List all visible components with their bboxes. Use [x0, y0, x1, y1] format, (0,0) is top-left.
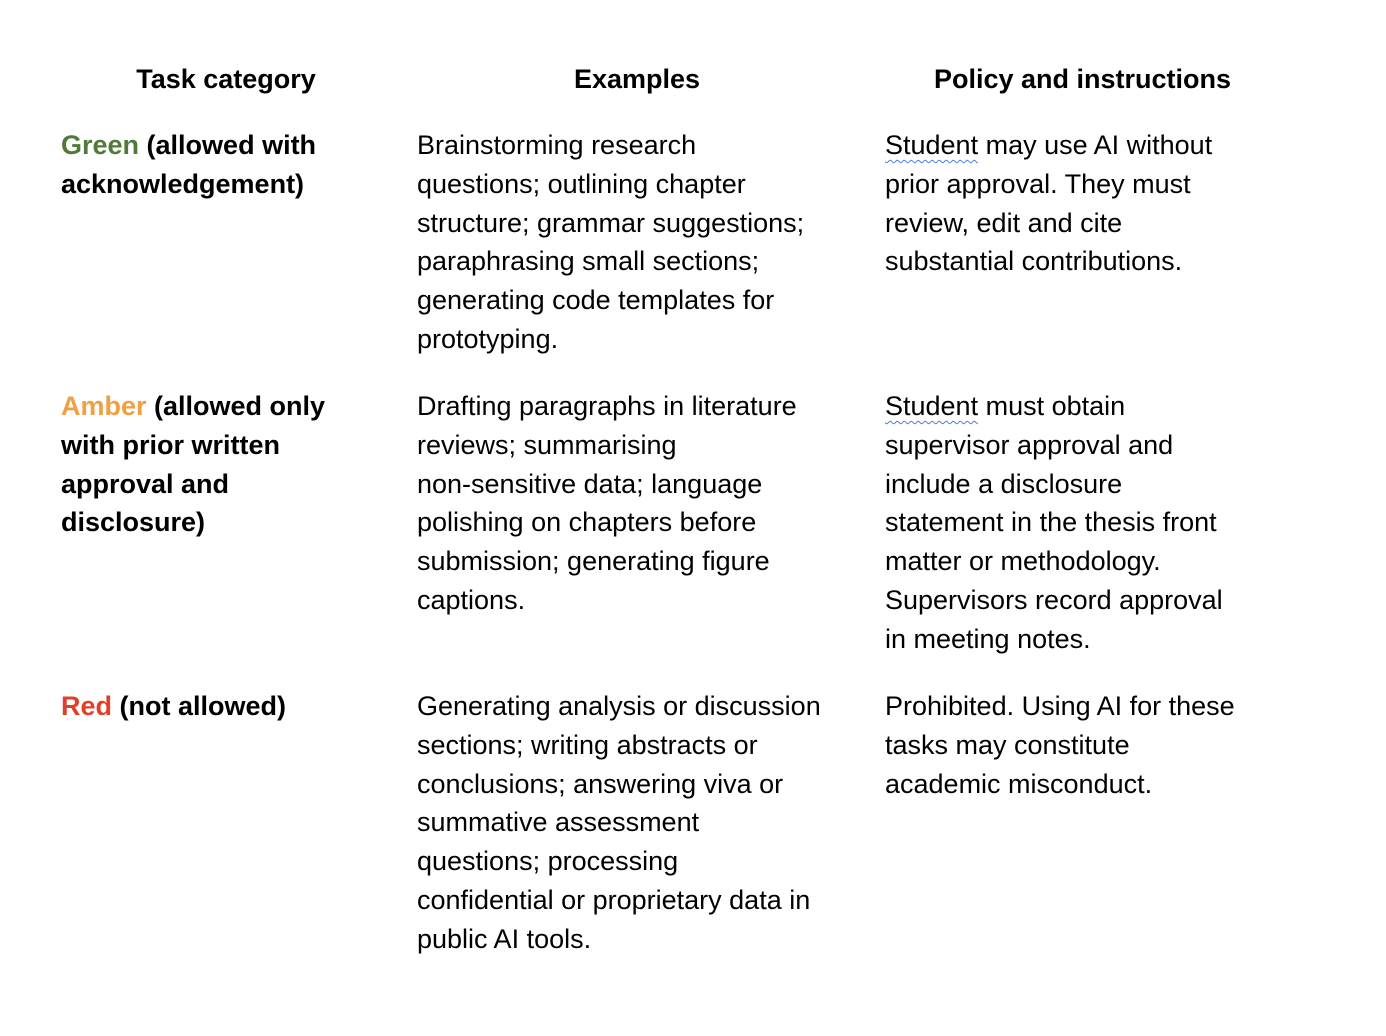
examples-line: Drafting paragraphs in literature: [417, 391, 797, 421]
policy-cell-amber: [885, 387, 1285, 659]
examples-line: conclusions; answering viva or: [417, 768, 784, 799]
category-name-amber: Amber: [61, 391, 147, 421]
examples-line: non-sensitive data; language: [417, 468, 763, 499]
examples-line: sections; writing abstracts or: [417, 729, 758, 760]
policy-line: in meeting notes.: [885, 623, 1091, 654]
policy-line: matter or methodology.: [885, 546, 1161, 577]
policy-line: prior approval. They must: [885, 168, 1191, 199]
category-qualifier-line: disclosure): [61, 507, 206, 538]
table-header-row: [0, 0, 1386, 120]
table-row-red: [0, 687, 1386, 987]
examples-line: Brainstorming research: [417, 130, 697, 160]
policy-line: must obtain: [978, 391, 1126, 421]
examples-line: submission; generating figure: [417, 546, 770, 577]
policy-line: review, edit and cite: [885, 207, 1123, 238]
examples-line: structure; grammar suggestions;: [417, 207, 805, 238]
category-qualifier-line: with prior written: [61, 429, 280, 460]
examples-line: captions.: [417, 584, 526, 615]
category-cell-amber: [61, 387, 391, 542]
policy-line: substantial contributions.: [885, 246, 1183, 277]
examples-line: generating code templates for: [417, 285, 775, 316]
category-qualifier-line: (not allowed): [112, 691, 286, 721]
table-row-amber: [0, 387, 1386, 677]
policy-line: include a disclosure: [885, 468, 1123, 499]
examples-cell-green: [417, 126, 867, 359]
policy-line: Prohibited. Using AI for these: [885, 691, 1235, 721]
examples-line: public AI tools.: [417, 923, 592, 954]
category-qualifier-line: (allowed only: [146, 391, 326, 421]
policy-line: statement in the thesis front: [885, 507, 1217, 538]
category-cell-red: [61, 687, 391, 726]
policy-line: supervisor approval and: [885, 429, 1174, 460]
examples-line: confidential or proprietary data in: [417, 884, 811, 915]
category-name-red: Red: [61, 691, 113, 721]
examples-line: questions; processing: [417, 846, 679, 877]
examples-line: Generating analysis or discussion: [417, 691, 821, 721]
table-row-green: [0, 126, 1386, 376]
spellcheck-word[interactable]: Student: [885, 391, 979, 421]
examples-line: paraphrasing small sections;: [417, 246, 760, 277]
header-examples: Examples: [573, 64, 701, 94]
examples-line: polishing on chapters before: [417, 507, 757, 538]
category-qualifier-line: (allowed with: [139, 130, 317, 160]
policy-cell-red: [885, 687, 1285, 803]
examples-line: summative assessment: [417, 807, 700, 838]
category-cell-green: [61, 126, 391, 204]
category-qualifier-line: approval and: [61, 468, 230, 499]
examples-line: prototyping.: [417, 323, 559, 354]
header-task-category: Task category: [136, 64, 316, 94]
category-qualifier-line: acknowledgement): [61, 168, 305, 199]
spellcheck-word[interactable]: Student: [885, 130, 979, 160]
header-policy: Policy and instructions: [933, 64, 1232, 94]
policy-line: tasks may constitute: [885, 729, 1130, 760]
category-name-green: Green: [61, 130, 140, 160]
policy-line: may use AI without: [978, 130, 1213, 160]
examples-cell-red: [417, 687, 867, 959]
policy-line: Supervisors record approval: [885, 584, 1223, 615]
examples-line: questions; outlining chapter: [417, 168, 746, 199]
examples-cell-amber: [417, 387, 867, 620]
policy-line: academic misconduct.: [885, 768, 1153, 799]
policy-cell-green: [885, 126, 1285, 281]
examples-line: reviews; summarising: [417, 429, 677, 460]
